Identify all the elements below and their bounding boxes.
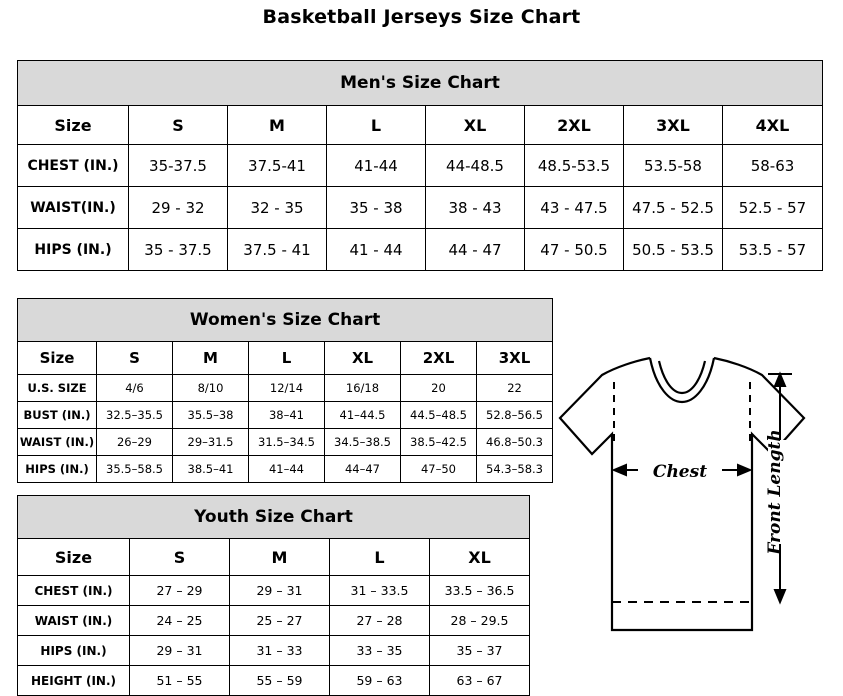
table-row <box>18 456 553 483</box>
youth-chart-caption: Youth Size Chart <box>18 496 530 539</box>
front-length-label: Front Length <box>765 429 785 555</box>
womens-chart-caption: Women's Size Chart <box>18 299 553 342</box>
cell-value: 35-37.5 <box>129 145 228 187</box>
column-header-xl: XL <box>426 106 525 145</box>
cell-value: 35.5–58.5 <box>97 456 173 483</box>
womens-size-chart-table <box>17 298 553 483</box>
mens-size-chart-table <box>17 60 823 271</box>
cell-value: 55 – 59 <box>230 666 330 696</box>
table-header-row <box>18 342 553 375</box>
cell-value: 59 – 63 <box>330 666 430 696</box>
cell-value: 34.5–38.5 <box>325 429 401 456</box>
table-row <box>18 666 530 696</box>
column-header-3xl: 3XL <box>624 106 723 145</box>
row-label: WAIST (IN.) <box>18 606 130 636</box>
column-header-l: L <box>327 106 426 145</box>
cell-value: 44–47 <box>325 456 401 483</box>
chest-label: Chest <box>652 462 708 482</box>
row-label: CHEST (IN.) <box>18 576 130 606</box>
cell-value: 26–29 <box>97 429 173 456</box>
row-label: HIPS (IN.) <box>18 456 97 483</box>
table-row <box>18 145 823 187</box>
column-header-m: M <box>173 342 249 375</box>
cell-value: 27 – 28 <box>330 606 430 636</box>
cell-value: 53.5 - 57 <box>723 229 823 271</box>
table-row <box>18 606 530 636</box>
column-header-s: S <box>97 342 173 375</box>
cell-value: 52.5 - 57 <box>723 187 823 229</box>
cell-value: 31 – 33 <box>230 636 330 666</box>
cell-value: 47 - 50.5 <box>525 229 624 271</box>
cell-value: 44 - 47 <box>426 229 525 271</box>
column-header-4xl: 4XL <box>723 106 823 145</box>
cell-value: 28 – 29.5 <box>430 606 530 636</box>
column-header-size: Size <box>18 342 97 375</box>
cell-value: 29 - 32 <box>129 187 228 229</box>
row-label: BUST (IN.) <box>18 402 97 429</box>
cell-value: 32 - 35 <box>228 187 327 229</box>
collar-icon <box>650 358 714 402</box>
column-header-3xl: 3XL <box>477 342 553 375</box>
table-row <box>18 229 823 271</box>
cell-value: 16/18 <box>325 375 401 402</box>
cell-value: 54.3–58.3 <box>477 456 553 483</box>
cell-value: 20 <box>401 375 477 402</box>
column-header-l: L <box>330 539 430 576</box>
youth-size-chart-table <box>17 495 530 696</box>
cell-value: 46.8–50.3 <box>477 429 553 456</box>
row-label: CHEST (IN.) <box>18 145 129 187</box>
column-header-size: Size <box>18 539 130 576</box>
cell-value: 58-63 <box>723 145 823 187</box>
cell-value: 25 – 27 <box>230 606 330 636</box>
cell-value: 33 – 35 <box>330 636 430 666</box>
cell-value: 43 - 47.5 <box>525 187 624 229</box>
cell-value: 4/6 <box>97 375 173 402</box>
cell-value: 37.5 - 41 <box>228 229 327 271</box>
cell-value: 44-48.5 <box>426 145 525 187</box>
column-header-m: M <box>228 106 327 145</box>
jersey-measurement-diagram <box>540 330 840 670</box>
cell-value: 47–50 <box>401 456 477 483</box>
cell-value: 12/14 <box>249 375 325 402</box>
cell-value: 29 – 31 <box>230 576 330 606</box>
cell-value: 63 – 67 <box>430 666 530 696</box>
cell-value: 41 - 44 <box>327 229 426 271</box>
row-label: WAIST(IN.) <box>18 187 129 229</box>
cell-value: 48.5-53.5 <box>525 145 624 187</box>
table-caption-row <box>18 299 553 342</box>
row-label: HEIGHT (IN.) <box>18 666 130 696</box>
column-header-xl: XL <box>325 342 401 375</box>
cell-value: 50.5 - 53.5 <box>624 229 723 271</box>
mens-chart-caption: Men's Size Chart <box>18 61 823 106</box>
cell-value: 44.5–48.5 <box>401 402 477 429</box>
table-row <box>18 187 823 229</box>
column-header-m: M <box>230 539 330 576</box>
table-caption-row <box>18 61 823 106</box>
cell-value: 37.5-41 <box>228 145 327 187</box>
row-label: HIPS (IN.) <box>18 229 129 271</box>
column-header-s: S <box>129 106 228 145</box>
table-header-row <box>18 106 823 145</box>
table-header-row <box>18 539 530 576</box>
cell-value: 53.5-58 <box>624 145 723 187</box>
cell-value: 31 – 33.5 <box>330 576 430 606</box>
table-row <box>18 429 553 456</box>
cell-value: 27 – 29 <box>130 576 230 606</box>
column-header-2xl: 2XL <box>525 106 624 145</box>
cell-value: 41–44.5 <box>325 402 401 429</box>
cell-value: 8/10 <box>173 375 249 402</box>
cell-value: 35 - 37.5 <box>129 229 228 271</box>
cell-value: 35 – 37 <box>430 636 530 666</box>
cell-value: 24 – 25 <box>130 606 230 636</box>
table-row <box>18 375 553 402</box>
table-row <box>18 636 530 666</box>
cell-value: 41-44 <box>327 145 426 187</box>
page-title: Basketball Jerseys Size Chart <box>262 6 581 28</box>
table-row <box>18 576 530 606</box>
row-label: WAIST (IN.) <box>18 429 97 456</box>
cell-value: 29–31.5 <box>173 429 249 456</box>
cell-value: 32.5–35.5 <box>97 402 173 429</box>
cell-value: 41–44 <box>249 456 325 483</box>
row-label: HIPS (IN.) <box>18 636 130 666</box>
cell-value: 33.5 – 36.5 <box>430 576 530 606</box>
cell-value: 47.5 - 52.5 <box>624 187 723 229</box>
cell-value: 51 – 55 <box>130 666 230 696</box>
cell-value: 38–41 <box>249 402 325 429</box>
cell-value: 29 – 31 <box>130 636 230 666</box>
row-label: U.S. SIZE <box>18 375 97 402</box>
table-row <box>18 402 553 429</box>
table-caption-row <box>18 496 530 539</box>
cell-value: 35 - 38 <box>327 187 426 229</box>
cell-value: 38 - 43 <box>426 187 525 229</box>
column-header-l: L <box>249 342 325 375</box>
cell-value: 38.5–42.5 <box>401 429 477 456</box>
cell-value: 52.8–56.5 <box>477 402 553 429</box>
column-header-xl: XL <box>430 539 530 576</box>
cell-value: 22 <box>477 375 553 402</box>
cell-value: 35.5–38 <box>173 402 249 429</box>
column-header-s: S <box>130 539 230 576</box>
column-header-2xl: 2XL <box>401 342 477 375</box>
column-header-size: Size <box>18 106 129 145</box>
cell-value: 38.5–41 <box>173 456 249 483</box>
cell-value: 31.5–34.5 <box>249 429 325 456</box>
